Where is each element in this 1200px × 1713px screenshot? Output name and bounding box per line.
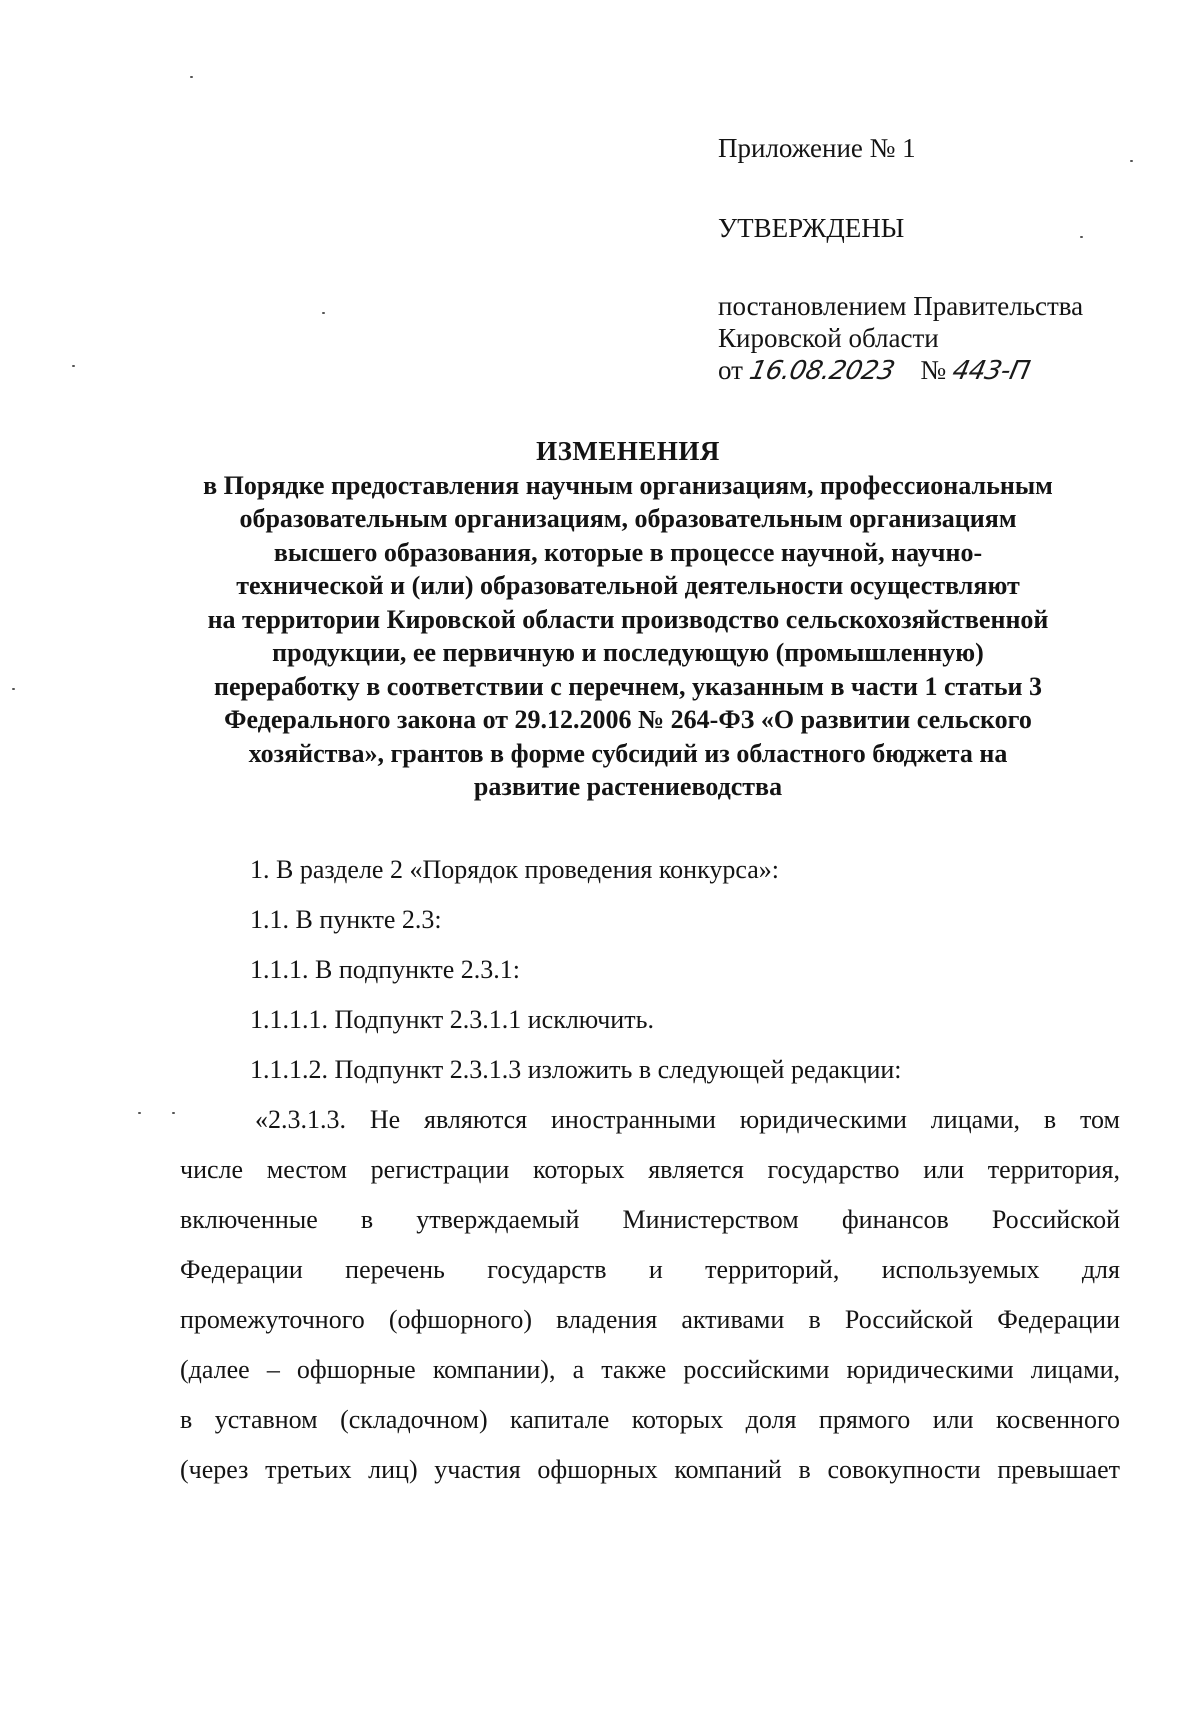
paragraph-line: промежуточного (офшорного) владения активами в Российской Федерации — [180, 1305, 1120, 1334]
list-item: 1.1.1. В подпункте 2.3.1: — [250, 955, 520, 984]
scan-speck — [1080, 236, 1083, 238]
title-line: продукции, ее первичную и последующую (промышленную) — [272, 638, 984, 667]
scan-speck — [190, 76, 193, 78]
handwritten-number: 443-П — [949, 356, 1033, 386]
paragraph-line: числе местом регистрации которых является государство или территория, — [180, 1155, 1120, 1184]
title-line: переработку в соответствии с перечнем, указанным в части 1 статьи 3 — [214, 671, 1042, 701]
document-title-block — [150, 435, 1106, 804]
issuer-line-1: постановлением Правительства — [718, 291, 1084, 321]
scan-speck — [138, 1112, 141, 1114]
paragraph-line: (через третьих лиц) участия офшорных компаний в совокупности превышает — [180, 1455, 1120, 1484]
handwritten-date: 16.08.2023 — [746, 356, 897, 386]
list-item: 1.1.1.2. Подпункт 2.3.1.3 изложить в следующей редакции: — [250, 1055, 902, 1084]
list-item: 1.1.1.1. Подпункт 2.3.1.1 исключить. — [250, 1005, 654, 1034]
title-line: высшего образования, которые в процессе научной, научно- — [273, 537, 983, 567]
title-line: образовательным организациям, образовательным организациям — [239, 504, 1017, 533]
title-line: технической и (или) образовательной деятельности осуществляют — [236, 571, 1020, 600]
approval-stamp-block — [718, 132, 1158, 387]
number-prefix: № — [920, 355, 947, 385]
scan-speck — [322, 312, 325, 314]
title-line: Федерального закона от 29.12.2006 № 264-ФЗ «О развитии сельского — [224, 705, 1032, 734]
paragraph-line: «2.3.1.3. Не являются иностранными юридическими лицами, в том — [255, 1105, 1120, 1134]
title-line: в Порядке предоставления научным организациям, профессиональным — [203, 470, 1053, 500]
scan-speck — [72, 365, 75, 367]
scan-speck — [172, 1112, 175, 1114]
list-item: 1.1. В пункте 2.3: — [250, 905, 442, 934]
scan-speck — [1130, 160, 1133, 162]
date-number-line — [718, 354, 1158, 387]
date-prefix: от — [718, 355, 743, 385]
scan-speck — [12, 688, 15, 690]
title-line: развитие растениеводства — [473, 772, 783, 801]
paragraph-line: Федерации перечень государств и территорий, используемых для — [180, 1255, 1120, 1284]
title-line: на территории Кировской области производство сельскохозяйственной — [207, 604, 1049, 634]
issuer-line-2: Кировской области — [718, 323, 939, 353]
approved-label: УТВЕРЖДЕНЫ — [718, 213, 905, 243]
paragraph-line: (далее – офшорные компании), а также российскими юридическими лицами, — [180, 1355, 1120, 1384]
list-item: 1. В разделе 2 «Порядок проведения конкурса»: — [250, 855, 779, 884]
paragraph-line: включенные в утверждаемый Министерством финансов Российской — [180, 1205, 1120, 1234]
appendix-label: Приложение № 1 — [718, 133, 916, 163]
document-heading: ИЗМЕНЕНИЯ — [536, 436, 720, 466]
title-line: хозяйства», грантов в форме субсидий из областного бюджета на — [248, 738, 1008, 768]
paragraph-line: в уставном (складочном) капитале которых доля прямого или косвенного — [180, 1405, 1120, 1434]
